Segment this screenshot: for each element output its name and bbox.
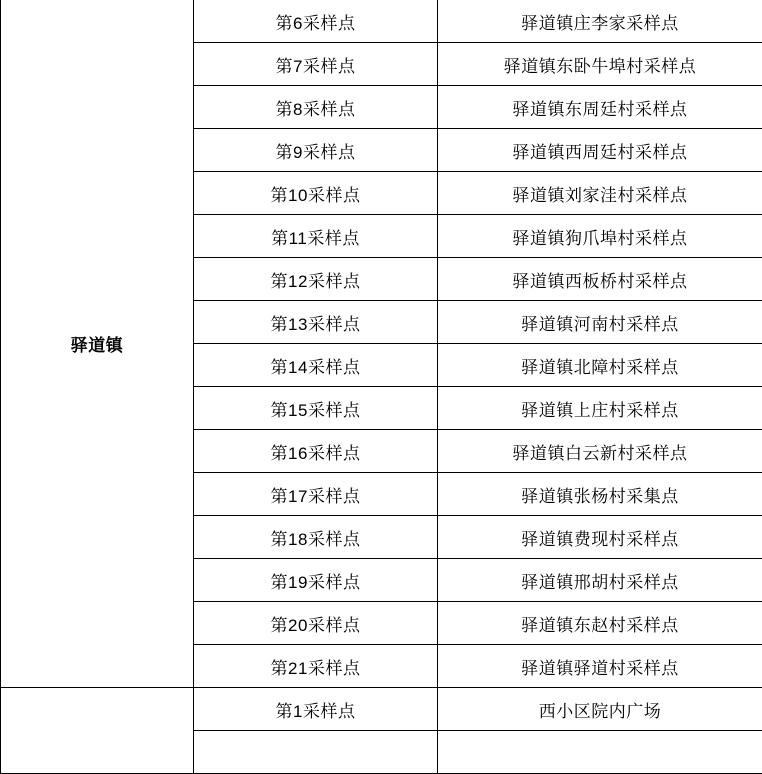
table-row [1,0,762,43]
location-cell: 驿道镇北障村采样点 [438,344,762,387]
location-cell: 驿道镇狗爪埠村采样点 [438,215,762,258]
location-cell: 驿道镇东卧牛埠村采样点 [438,43,762,86]
location-cell: 驿道镇河南村采样点 [438,301,762,344]
point-cell: 第11采样点 [194,215,438,258]
point-cell: 第16采样点 [194,430,438,473]
location-cell: 驿道镇庄李家采样点 [438,0,762,43]
location-cell: 驿道镇白云新村采样点 [438,430,762,473]
location-cell: 驿道镇西周廷村采样点 [438,129,762,172]
location-cell [438,731,762,774]
point-cell: 第6采样点 [194,0,438,43]
location-cell: 驿道镇西板桥村采样点 [438,258,762,301]
point-cell: 第14采样点 [194,344,438,387]
point-cell: 第9采样点 [194,129,438,172]
table-row [1,688,762,731]
point-cell: 第20采样点 [194,602,438,645]
point-cell: 第10采样点 [194,172,438,215]
location-cell: 驿道镇邢胡村采样点 [438,559,762,602]
region-cell: 驿道镇 [1,0,194,688]
point-cell: 第15采样点 [194,387,438,430]
point-cell: 第19采样点 [194,559,438,602]
region-cell [1,688,194,774]
point-cell: 第12采样点 [194,258,438,301]
point-cell: 第7采样点 [194,43,438,86]
table-body [1,0,762,774]
point-cell [194,731,438,774]
point-cell: 第21采样点 [194,645,438,688]
location-cell: 驿道镇上庄村采样点 [438,387,762,430]
point-cell: 第1采样点 [194,688,438,731]
location-cell: 驿道镇刘家洼村采样点 [438,172,762,215]
location-cell: 驿道镇东赵村采样点 [438,602,762,645]
location-cell: 西小区院内广场 [438,688,762,731]
location-cell: 驿道镇东周廷村采样点 [438,86,762,129]
location-cell: 驿道镇张杨村采集点 [438,473,762,516]
point-cell: 第8采样点 [194,86,438,129]
point-cell: 第17采样点 [194,473,438,516]
point-cell: 第18采样点 [194,516,438,559]
location-cell: 驿道镇驿道村采样点 [438,645,762,688]
location-cell: 驿道镇费现村采样点 [438,516,762,559]
point-cell: 第13采样点 [194,301,438,344]
